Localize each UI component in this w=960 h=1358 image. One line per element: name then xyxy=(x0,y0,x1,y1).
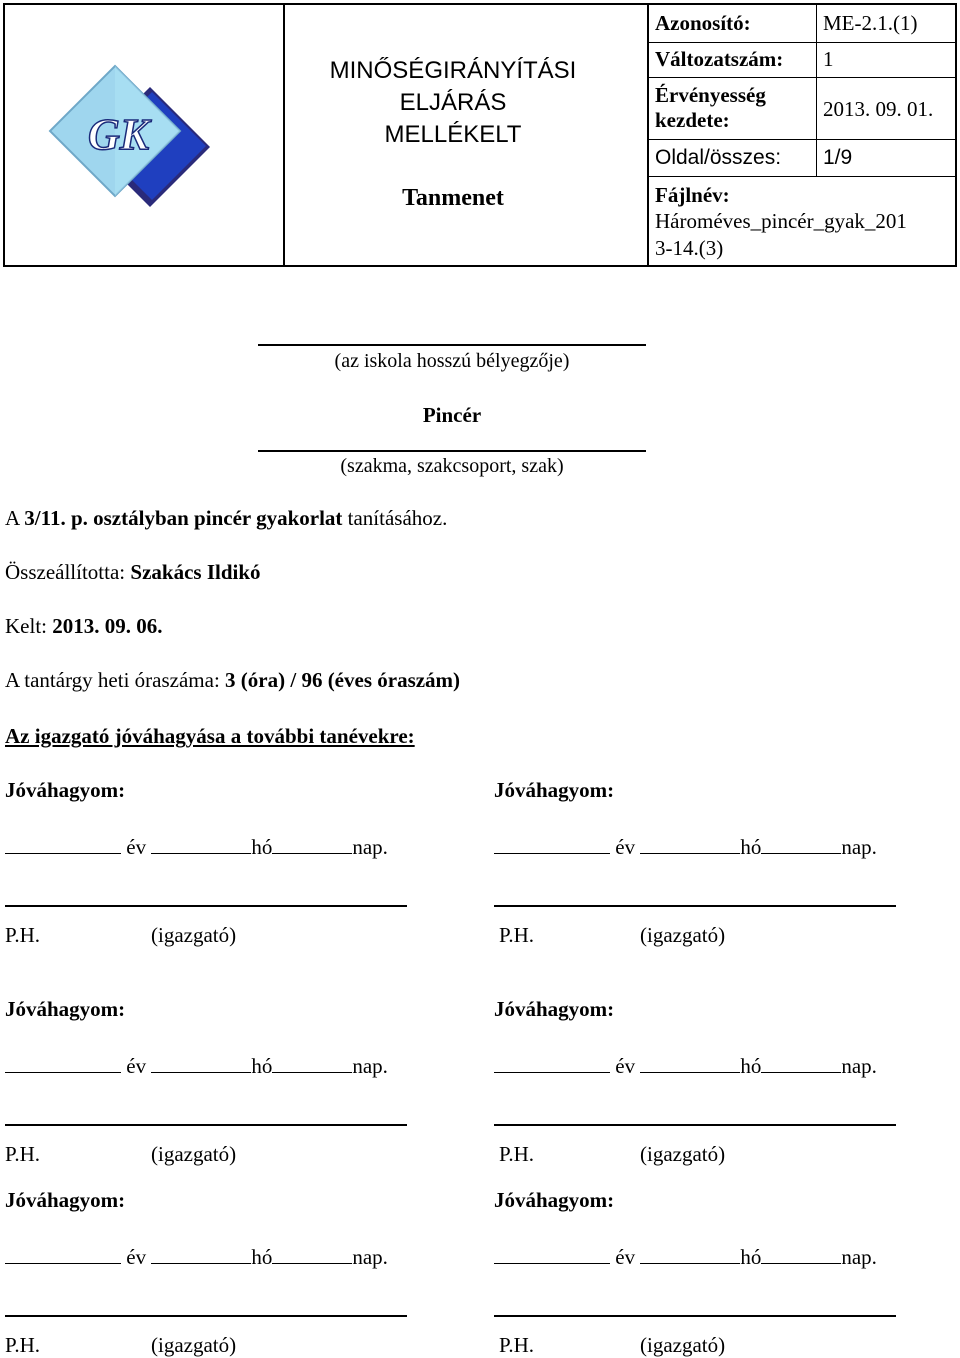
hours-line xyxy=(5,668,460,693)
month-label: hó xyxy=(740,1245,762,1269)
ph-label: P.H. xyxy=(5,923,41,947)
month-blank[interactable] xyxy=(640,1052,740,1073)
day-label: nap. xyxy=(841,1054,877,1078)
azonosito-label: Azonosító: xyxy=(655,11,751,35)
approval-label: Jóváhagyom: xyxy=(494,778,615,802)
class-name: 3/11. p. osztályban pincér gyakorlat xyxy=(24,506,343,530)
document-title xyxy=(283,55,623,151)
ph-label: P.H. xyxy=(499,1333,535,1357)
director-label: (igazgató) xyxy=(151,923,237,947)
year-label: év xyxy=(126,835,147,859)
date-value: 2013. 09. 06. xyxy=(52,614,163,638)
year-blank[interactable] xyxy=(494,1052,610,1073)
title-cell xyxy=(283,3,647,266)
hours-label: A tantárgy heti óraszáma: xyxy=(5,668,226,692)
month-label: hó xyxy=(251,1054,273,1078)
fajlnev-value-line-2: 3-14.(3) xyxy=(655,236,724,260)
approval-label: Jóváhagyom: xyxy=(494,1188,615,1212)
profession-line xyxy=(258,450,646,452)
document-subtitle: Tanmenet xyxy=(402,185,504,211)
year-blank[interactable] xyxy=(494,833,610,854)
ervenyesseg-label xyxy=(655,83,766,133)
title-line-3: MELLÉKELT xyxy=(384,121,522,148)
day-label: nap. xyxy=(352,1054,388,1078)
month-blank[interactable] xyxy=(151,1243,251,1264)
director-label: (igazgató) xyxy=(640,923,726,947)
month-label: hó xyxy=(251,1245,273,1269)
signature-line[interactable] xyxy=(494,1315,896,1317)
year-label: év xyxy=(615,1054,636,1078)
ph-label: P.H. xyxy=(5,1142,41,1166)
compiled-label: Összeállította: xyxy=(5,560,131,584)
year-blank[interactable] xyxy=(494,1243,610,1264)
day-label: nap. xyxy=(352,835,388,859)
stamp-line xyxy=(258,344,646,346)
approval-date-line xyxy=(5,1243,388,1270)
profession-caption: (szakma, szakcsoport, szak) xyxy=(340,455,564,477)
title-line-2: ELJÁRÁS xyxy=(399,89,507,116)
month-blank[interactable] xyxy=(151,1052,251,1073)
year-label: év xyxy=(615,1245,636,1269)
logo xyxy=(40,52,240,222)
year-blank[interactable] xyxy=(5,1243,121,1264)
class-prefix: A xyxy=(5,506,25,530)
approval-label: Jóváhagyom: xyxy=(494,997,615,1021)
year-blank[interactable] xyxy=(5,1052,121,1073)
fajlnev-value-line-1: Hároméves_pincér_gyak_201 xyxy=(655,209,907,233)
valtozat-label: Változatszám: xyxy=(655,47,784,71)
stamp-caption: (az iskola hosszú bélyegzője) xyxy=(334,350,570,372)
class-line xyxy=(5,506,447,531)
day-blank[interactable] xyxy=(272,1052,352,1073)
ph-label: P.H. xyxy=(499,923,535,947)
azonosito-value: ME-2.1.(1) xyxy=(823,11,918,35)
year-blank[interactable] xyxy=(5,833,121,854)
title-line-1: MINŐSÉGIRÁNYÍTÁSI xyxy=(329,57,577,84)
day-blank[interactable] xyxy=(761,833,841,854)
signature-line[interactable] xyxy=(5,1124,407,1126)
month-label: hó xyxy=(251,835,273,859)
approval-date-line xyxy=(494,833,877,860)
date-label: Kelt: xyxy=(5,614,53,638)
approval-date-line xyxy=(5,833,388,860)
day-blank[interactable] xyxy=(761,1243,841,1264)
oldal-value: 1/9 xyxy=(823,146,853,169)
signature-line[interactable] xyxy=(5,1315,407,1317)
approval-label: Jóváhagyom: xyxy=(5,778,126,802)
valtozat-value: 1 xyxy=(823,47,834,71)
approval-date-line xyxy=(494,1243,877,1270)
month-label: hó xyxy=(740,1054,762,1078)
year-label: év xyxy=(615,835,636,859)
logo-text: GK xyxy=(88,110,150,159)
hours-value: 3 (óra) / 96 (éves óraszám) xyxy=(225,668,461,692)
compiled-name: Szakács Ildikó xyxy=(130,560,261,584)
compiled-line xyxy=(5,560,261,585)
ervenyesseg-label-line-2: kezdete: xyxy=(655,108,730,132)
ph-label: P.H. xyxy=(499,1142,535,1166)
ervenyesseg-label-line-1: Érvényesség xyxy=(655,83,766,107)
approval-label: Jóváhagyom: xyxy=(5,997,126,1021)
year-label: év xyxy=(126,1245,147,1269)
director-label: (igazgató) xyxy=(151,1333,237,1357)
approval-heading: Az igazgató jóváhagyása a további tanévekre: xyxy=(5,724,415,748)
oldal-label: Oldal/összes: xyxy=(655,146,782,169)
day-blank[interactable] xyxy=(761,1052,841,1073)
day-label: nap. xyxy=(841,1245,877,1269)
profession: Pincér xyxy=(422,403,482,427)
ph-label: P.H. xyxy=(5,1333,41,1357)
signature-line[interactable] xyxy=(5,905,407,907)
approval-label: Jóváhagyom: xyxy=(5,1188,126,1212)
approval-date-line xyxy=(494,1052,877,1079)
day-label: nap. xyxy=(352,1245,388,1269)
class-suffix: tanításához. xyxy=(342,506,448,530)
signature-line[interactable] xyxy=(494,1124,896,1126)
month-blank[interactable] xyxy=(640,1243,740,1264)
director-label: (igazgató) xyxy=(640,1333,726,1357)
director-label: (igazgató) xyxy=(151,1142,237,1166)
signature-line[interactable] xyxy=(494,905,896,907)
year-label: év xyxy=(126,1054,147,1078)
month-label: hó xyxy=(740,835,762,859)
day-label: nap. xyxy=(841,835,877,859)
ervenyesseg-value: 2013. 09. 01. xyxy=(823,97,934,121)
month-blank[interactable] xyxy=(640,833,740,854)
director-label: (igazgató) xyxy=(640,1142,726,1166)
day-blank[interactable] xyxy=(272,1243,352,1264)
month-blank[interactable] xyxy=(151,833,251,854)
approval-date-line xyxy=(5,1052,388,1079)
date-line xyxy=(5,614,163,639)
day-blank[interactable] xyxy=(272,833,352,854)
fajlnev-label: Fájlnév: xyxy=(655,183,730,207)
